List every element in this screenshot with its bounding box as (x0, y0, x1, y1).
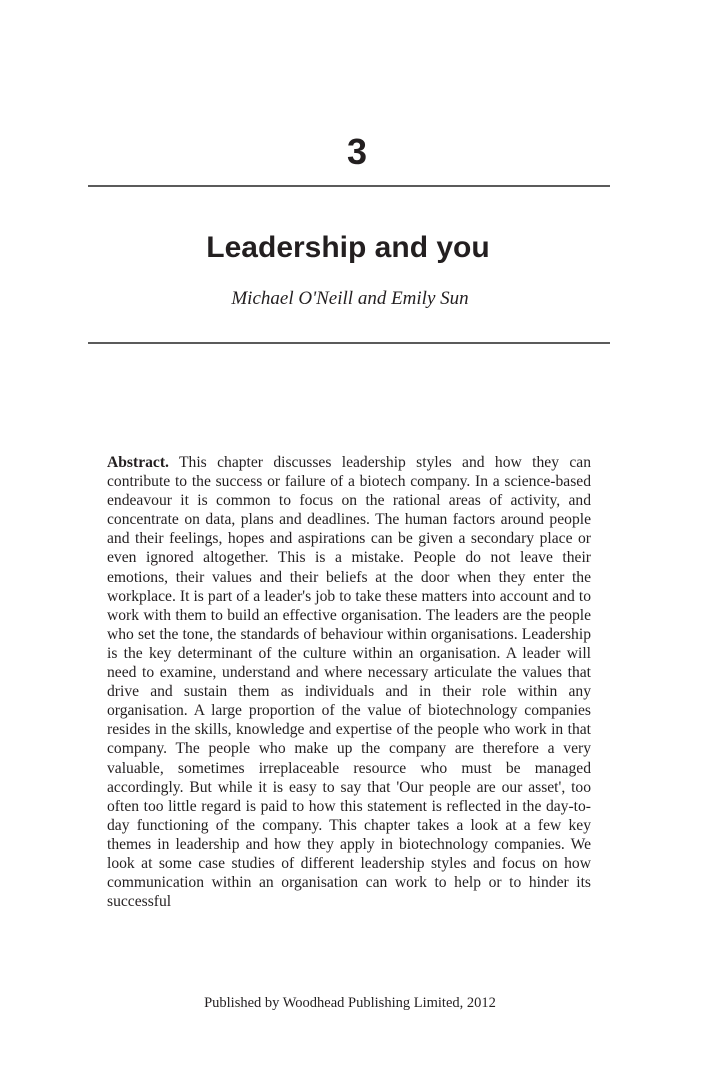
chapter-title: Leadership and you (206, 231, 490, 264)
chapter-authors: Michael O'Neill and Emily Sun (231, 288, 469, 309)
chapter-number: 3 (346, 131, 368, 172)
publisher-footer: Published by Woodhead Publishing Limited, 2012 (204, 995, 496, 1011)
abstract-paragraph (107, 453, 591, 911)
bottom-divider (88, 342, 610, 344)
abstract-text: This chapter discusses leadership styles and how they can contribute to the success or failure of a biotech company. In a science-based endeavour it is common to focus on the rational areas of activity, and concentrate on data, plans and deadlines. The human factors around people and their feelings, hopes and aspirations can be given a secondary place or even ignored altogether. This is a mistake. People do not leave their emotions, their values and their beliefs at the door when they enter the workplace. It is part of a leader's job to take these matters into account and to work with them to build an effective organisation. The leaders are the people who set the tone, the standards of behaviour within organisations. Leadership is the key determinant of the culture within an organisation. A leader will need to examine, understand and where necessary articulate the values that drive and sustain them as individuals and in their role within any organisation. A large proportion of the value of biotechnology companies resides in the skills, knowledge and expertise of the people who work in that company. The people who make up the company are therefore a very valuable, sometimes irreplaceable resource who must be managed accordingly. But while it is easy to say that 'Our people are our asset', too often too little regard is paid to how this statement is reflected in the day-to-day functioning of the company. This chapter takes a look at a few key themes in leadership and how they apply in biotechnology companies. We look at some case studies of different leadership styles and focus on how communication within an organisation can work to help or to hinder its successful (107, 454, 591, 911)
abstract-label: Abstract. (107, 454, 169, 471)
top-divider (88, 185, 610, 187)
